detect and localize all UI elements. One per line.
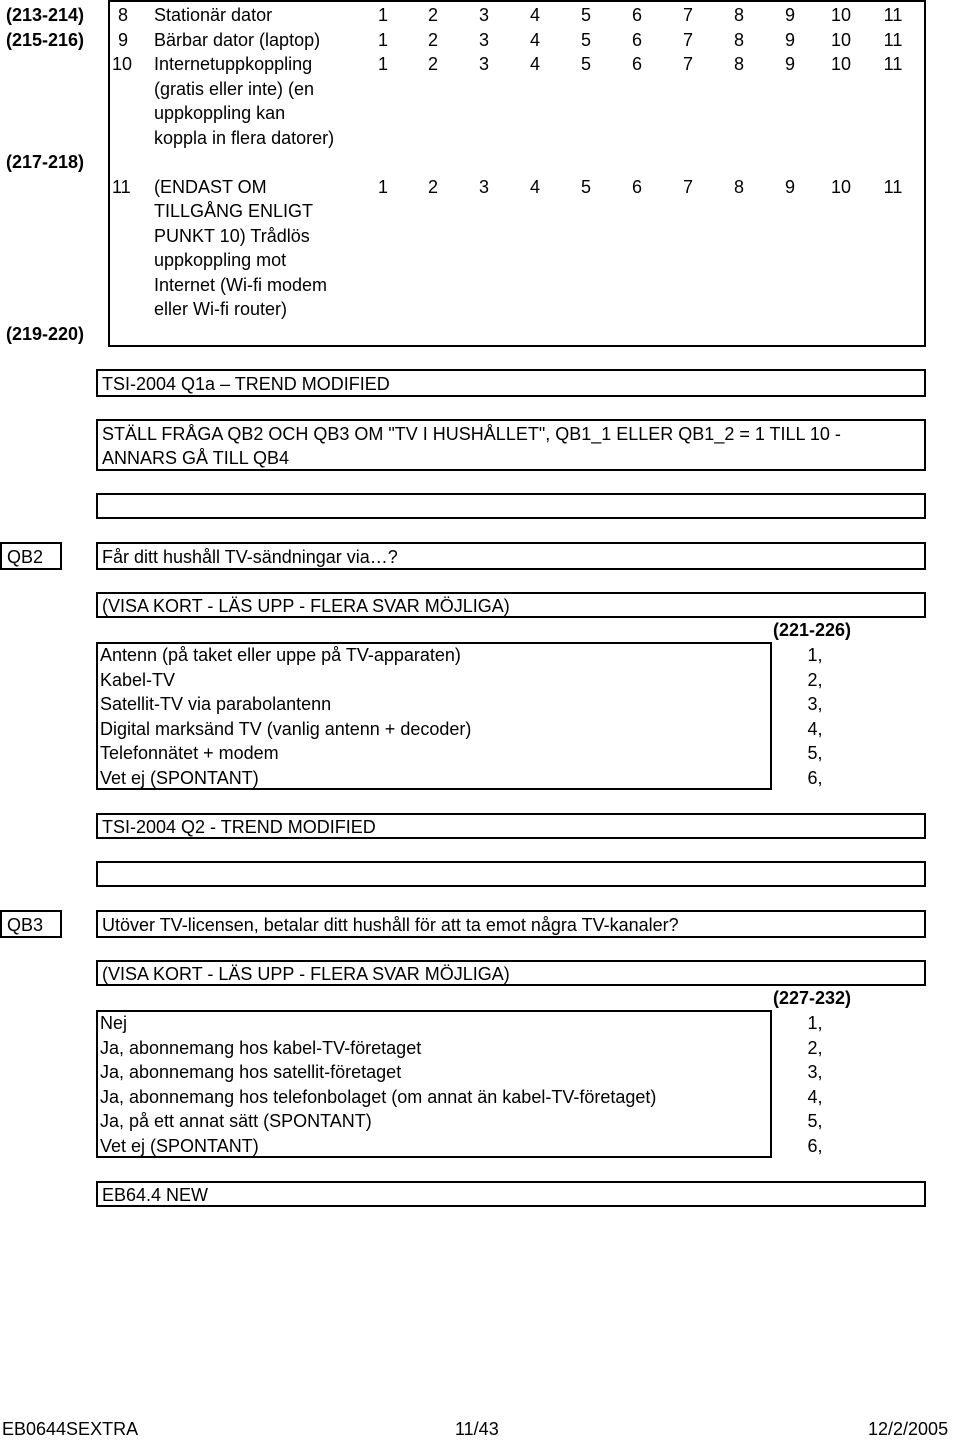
instruction-text: (VISA KORT - LÄS UPP - FLERA SVAR MÖJLIGA) [102,596,510,616]
scale-value: 7 [682,177,693,197]
scale-value: 7 [682,54,693,74]
row-label: PUNKT 10) Trådlös [154,226,310,246]
footer-doc-id: EB0644SEXTRA [2,1419,139,1439]
option-code: 5, [807,1111,823,1131]
row-label: Stationär dator [154,5,273,25]
scale-value: 6 [631,177,642,197]
instruction-box [96,960,926,986]
scale-value: 6 [631,5,642,25]
row-label: Internet (Wi-fi modem [154,275,328,295]
option-label: Telefonnätet + modem [100,743,279,763]
empty-box [96,493,926,519]
scale-value: 9 [784,54,795,74]
scale-value: 5 [580,5,591,25]
scale-value: 6 [631,54,642,74]
row-number: 10 [112,54,133,74]
row-number: 8 [118,5,129,25]
question-id-box [0,542,62,570]
row-label: (gratis eller inte) (en [154,79,315,99]
option-code: 4, [807,1086,823,1107]
question-text: Utöver TV-licensen, betalar ditt hushåll för att ta emot några TV-kanaler? [102,915,679,935]
option-label: Ja, abonnemang hos telefonbolaget (om annat än kabel-TV-företaget) [100,1086,657,1107]
scale-value: 1 [377,54,388,74]
scale-value: 9 [784,5,795,25]
scale-value: 2 [427,5,438,25]
scale-value: 11 [883,177,903,197]
footer-page-number: 11/43 [455,1419,499,1439]
row-label: koppla in flera datorer) [154,128,335,148]
instruction-text: (VISA KORT - LÄS UPP - FLERA SVAR MÖJLIGA) [102,964,510,984]
scale-value: 3 [478,30,489,50]
scale-value: 1 [377,177,388,197]
option-code: 2, [807,669,823,690]
trend-label: TSI-2004 Q2 - TREND MODIFIED [102,817,376,837]
column-code: (213-214) [6,5,85,25]
row-number: 9 [118,30,129,50]
column-code: (217-218) [6,152,85,172]
scale-value: 4 [529,5,540,25]
instruction-box [96,592,926,618]
scale-value: 2 [427,30,438,50]
column-code: (215-216) [6,30,85,50]
row-label: TILLGÅNG ENLIGT [154,201,314,221]
option-label: Kabel-TV [100,669,176,690]
question-text-box [96,542,926,570]
scale-value: 8 [733,54,744,74]
filter-line: ANNARS GÅ TILL QB4 [102,448,290,468]
scale-value: 8 [733,30,744,50]
option-label: Antenn (på taket eller uppe på TV-apparaten) [100,645,461,665]
scale-value: 6 [631,30,642,50]
scale-value: 3 [478,5,489,25]
scale-value: 11 [883,54,903,74]
trend-box [96,369,926,397]
scale-value: 4 [529,54,540,74]
row-label: Internetuppkoppling [154,54,313,74]
row-number: 11 [112,177,131,197]
scale-value: 4 [529,30,540,50]
scale-value: 5 [580,177,591,197]
option-label: Satellit-TV via parabolantenn [100,694,332,714]
option-label: Nej [100,1013,128,1033]
scale-value: 5 [580,54,591,74]
scale-value: 3 [478,177,489,197]
scale-value: 9 [784,177,795,197]
row-label: uppkoppling kan [154,103,286,123]
option-code: 1, [807,645,823,665]
row-label: uppkoppling mot [154,250,287,270]
option-label: Digital marksänd TV (vanlig antenn + decoder) [100,718,472,739]
option-code: 4, [807,718,823,739]
option-code: 3, [807,1062,823,1082]
trend-label: TSI-2004 Q1a – TREND MODIFIED [102,374,390,394]
scale-value: 11 [883,5,903,25]
option-code: 3, [807,694,823,714]
row-label: (ENDAST OM [154,177,267,197]
row-label: Bärbar dator (laptop) [154,30,321,50]
scale-value: 11 [883,30,903,50]
option-label: Ja, på ett annat sätt (SPONTANT) [100,1111,372,1131]
option-code: 2, [807,1037,823,1058]
column-code: (219-220) [6,324,85,344]
scale-value: 8 [733,177,744,197]
option-code: 6, [807,767,823,788]
eb-tag-box [96,1181,926,1207]
code-range: (221-226) [773,620,852,640]
empty-box [96,861,926,887]
scale-value: 3 [478,54,489,74]
option-label: Vet ej (SPONTANT) [100,1135,259,1156]
scale-value: 9 [784,30,795,50]
eb-tag: EB64.4 NEW [102,1185,209,1205]
trend-box [96,813,926,839]
question-id-box [0,910,62,938]
scale-value: 1 [377,30,388,50]
scale-value: 2 [427,54,438,74]
scale-value: 8 [733,5,744,25]
scale-value: 1 [377,5,388,25]
question-text-box [96,910,926,938]
scale-value: 7 [682,30,693,50]
scale-value: 7 [682,5,693,25]
option-label: Ja, abonnemang hos satellit-företaget [100,1062,402,1082]
option-label: Vet ej (SPONTANT) [100,767,259,788]
row-label: eller Wi-fi router) [154,299,288,319]
option-code: 5, [807,743,823,763]
scale-value: 10 [830,177,852,197]
question-text: Får ditt hushåll TV-sändningar via…? [102,547,398,567]
scale-value: 10 [830,5,852,25]
question-id: QB2 [7,547,44,567]
scale-value: 10 [830,30,852,50]
option-label: Ja, abonnemang hos kabel-TV-företaget [100,1037,422,1058]
scale-value: 10 [830,54,852,74]
scale-value: 4 [529,177,540,197]
filter-line: STÄLL FRÅGA QB2 OCH QB3 OM "TV I HUSHÅLLET", QB1_1 ELLER QB1_2 = 1 TILL 10 - [102,424,841,444]
scale-value: 2 [427,177,438,197]
option-code: 1, [807,1013,823,1033]
scale-value: 5 [580,30,591,50]
option-code: 6, [807,1135,823,1156]
question-id: QB3 [7,915,44,935]
footer-date: 12/2/2005 [868,1419,949,1439]
code-range: (227-232) [773,988,852,1008]
filter-instruction-box [96,419,926,471]
